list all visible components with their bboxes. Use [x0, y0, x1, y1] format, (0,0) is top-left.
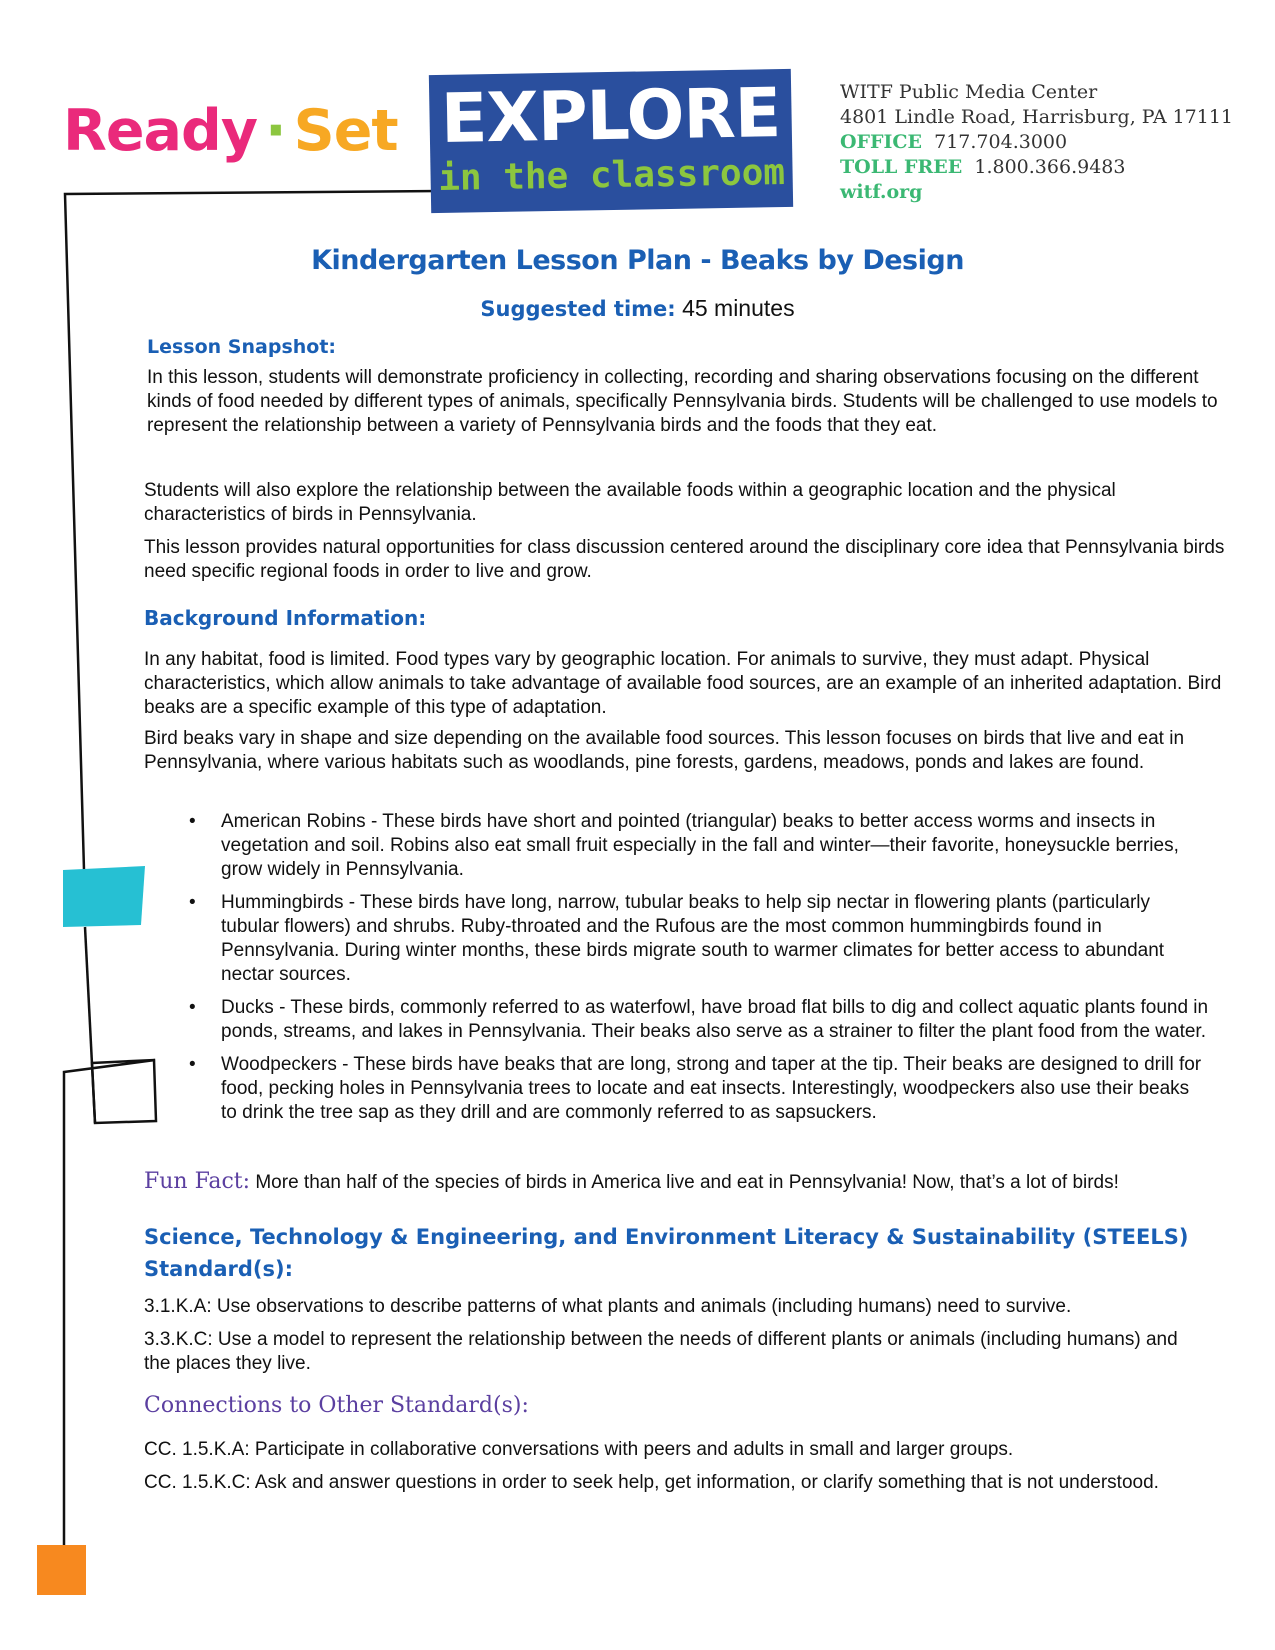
bird-list: [189, 810, 1209, 1134]
bullet-icon: •: [189, 892, 196, 913]
connections-heading: Connections to Other Standard(s):: [144, 1393, 529, 1418]
logo-set-text: Set: [293, 98, 398, 164]
bird-woodpeckers: Woodpeckers - These birds have beaks that are long, strong and taper at the tip. Their beaks are designed to drill for food, pecking holes in Pennsylvania trees to locate and eat insects. Interestingly, woodpeckers also use their beaks to drink the tree sap as they drill and are commonly referred to as sapsuckers.: [221, 1054, 1202, 1123]
bullet-icon: •: [189, 1054, 196, 1075]
contact-office: [840, 130, 1233, 155]
snapshot-paragraph: Students will also explore the relationship between the available foods within a geographic location and the physical characteristics of birds in Pennsylvania.: [144, 480, 1116, 525]
contact-org: WITF Public Media Center: [840, 81, 1098, 103]
contact-address: 4801 Lindle Road, Harrisburg, PA 17111: [840, 106, 1234, 128]
snapshot-heading: Lesson Snapshot:: [147, 336, 337, 358]
fun-fact-label: Fun Fact:: [144, 1169, 251, 1194]
bird-hummingbirds: Hummingbirds - These birds have long, narrow, tubular beaks to help sip nectar in flowering plants (particularly tubular flowers) and shrubs. Ruby-throated and the Rufous are the most common hummingbirds found in Pennsylvania. During winter months, these birds migrate south to warmer climates for better access to abundant nectar sources.: [221, 892, 1165, 985]
logo-ready-text: Ready: [63, 98, 257, 164]
steels-heading: [144, 1221, 1244, 1285]
bullet-icon: •: [189, 997, 196, 1018]
logo-ready-set: [63, 98, 398, 164]
steels-standard: 3.1.K.A: Use observations to describe patterns of what plants and animals (including humans) need to survive.: [144, 1296, 1072, 1317]
office-number: 717.704.3000: [934, 131, 1068, 153]
frame-line-lower: [85, 927, 95, 1123]
suggested-time-value: 45 minutes: [682, 295, 795, 321]
page-title: Kindergarten Lesson Plan - Beaks by Design: [311, 245, 964, 276]
cyan-block: [63, 866, 145, 927]
bullet-icon: •: [189, 811, 196, 832]
bird-robins: American Robins - These birds have short and pointed (triangular) beaks to better access worms and insects in vegetation and soil. Robins also eat small fruit especially in the fall and winter—their favorite, honeysuckle berries, grow widely in Pennsylvania.: [221, 811, 1179, 880]
website-link[interactable]: witf.org: [840, 181, 923, 203]
suggested-time: [0, 295, 1275, 322]
logo-explore-text: EXPLORE: [440, 74, 781, 159]
list-item: [189, 1053, 1209, 1125]
snapshot-paragraph: In this lesson, students will demonstrate proficiency in collecting, recording and sharing observations focusing on the different kinds of food needed by different types of animals, specifically Pennsylvania birds. Students will be challenged to use models to represent the relationship between a variety of Pennsylvania birds and the foods that they eat.: [147, 367, 1218, 436]
snapshot-paragraph: This lesson provides natural opportunities for class discussion centered around the disciplinary core idea that Pennsylvania birds need specific regional foods in order to live and grow.: [144, 537, 1225, 582]
list-item: [189, 996, 1209, 1044]
background-paragraph: In any habitat, food is limited. Food types vary by geographic location. For animals to survive, they must adapt. Physical characteristics, which allow animals to take advantage of available food sources, are an example of an inherited adaptation. Bird beaks are a specific example of this type of adaptation.: [144, 649, 1222, 718]
connections-standard: CC. 1.5.K.C: Ask and answer questions in order to seek help, get information, or clarify something that is not understood.: [144, 1472, 1159, 1493]
list-item: [189, 810, 1209, 882]
logo-dot: ·: [264, 98, 286, 164]
contact-info: [840, 80, 1233, 205]
office-label: OFFICE: [840, 131, 923, 153]
steels-heading-line2: Standard(s):: [144, 1257, 293, 1281]
contact-tollfree: [840, 155, 1233, 180]
tollfree-number: 1.800.366.9483: [974, 156, 1126, 178]
fun-fact: [144, 1170, 1244, 1195]
fun-fact-text: More than half of the species of birds in America live and eat in Pennsylvania! Now, that’s a lot of birds!: [255, 1172, 1119, 1193]
list-item: [189, 891, 1209, 987]
tollfree-label: TOLL FREE: [840, 156, 963, 178]
steels-standard: 3.3.K.C: Use a model to represent the relationship between the needs of different plants or animals (including humans) and the places they live.: [144, 1329, 1178, 1374]
outline-square: [92, 1060, 156, 1123]
connections-standard: CC. 1.5.K.A: Participate in collaborative conversations with peers and adults in small and larger groups.: [144, 1439, 1014, 1460]
logo-explore-box: [429, 69, 793, 213]
bird-ducks: Ducks - These birds, commonly referred to as waterfowl, have broad flat bills to dig and collect aquatic plants found in ponds, streams, and lakes in Pennsylvania. Their beaks also serve as a strainer to filter the plant food from the water.: [221, 997, 1209, 1042]
logo-classroom-text: in the classroom: [437, 151, 786, 200]
background-heading: Background Information:: [144, 606, 427, 630]
frame-line-bottom: [64, 1060, 155, 1545]
background-paragraph: Bird beaks vary in shape and size depending on the available food sources. This lesson focuses on birds that live and eat in Pennsylvania, where various habitats such as woodlands, pine forests, gardens, meadows, ponds and lakes are found.: [144, 728, 1185, 773]
steels-heading-line1: Science, Technology & Engineering, and Environment Literacy & Sustainability (STEELS): [144, 1225, 1189, 1249]
suggested-time-label: Suggested time:: [480, 297, 676, 321]
orange-block: [37, 1545, 86, 1595]
